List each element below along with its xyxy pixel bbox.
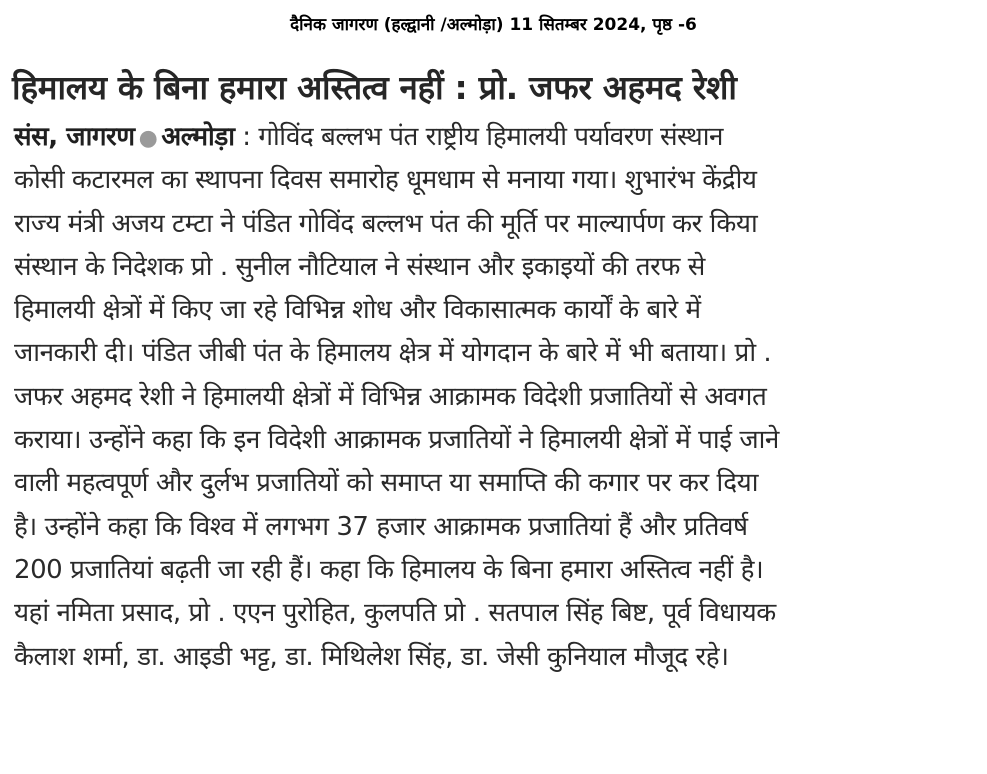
dateline-source: संस, जागरण — [14, 122, 135, 152]
article-line-6: जानकारी दी। पंडित जीबी पंत के हिमालय क्षेत्र में योगदान के बारे में भी बताया। प्रो . — [14, 338, 772, 369]
article-line-5: हिमालयी क्षेत्रों में किए जा रहे विभिन्न शोध और विकासात्मक कार्यों के बारे में — [14, 295, 701, 326]
news-clipping — [10, 66, 980, 770]
article-line-13: कैलाश शर्मा, डा. आइडी भट्ट, डा. मिथिलेश सिंह, डा. जेसी कुनियाल मौजूद रहे। — [14, 641, 729, 672]
dateline-place: अल्मोड़ा — [161, 122, 235, 152]
article-headline: हिमालय के बिना हमारा अस्तित्व नहीं : प्रो. जफर अहमद रेशी — [12, 68, 737, 107]
article-body — [10, 116, 980, 679]
article-line-12: यहां नमिता प्रसाद, प्रो . एएन पुरोहित, कुलपति प्रो . सतपाल सिंह बिष्ट, पूर्व विधायक — [14, 598, 776, 629]
newspaper-source-caption: दैनिक जागरण (हल्द्वानी /अल्मोड़ा) 11 सितम्बर 2024, पृष्ठ -6 — [290, 15, 697, 35]
article-line-8: कराया। उन्होंने कहा कि इन विदेशी आक्रामक प्रजातियों ने हिमालयी क्षेत्रों में पाई जाने — [14, 425, 779, 456]
article-line-2: कोसी कटारमल का स्थापना दिवस समारोह धूमधाम से मनाया गया। शुभारंभ केंद्रीय — [14, 165, 757, 196]
article-line-1-text: : गोविंद बल्लभ पंत राष्ट्रीय हिमालयी पर्यावरण संस्थान — [234, 122, 723, 152]
article-line-4: संस्थान के निदेशक प्रो . सुनील नौटियाल ने संस्थान और इकाइयों की तरफ से — [14, 251, 705, 282]
article-line-3: राज्य मंत्री अजय टम्टा ने पंडित गोविंद बल्लभ पंत की मूर्ति पर माल्यार्पण कर किया — [14, 208, 758, 239]
dateline-bullet: ● — [138, 126, 158, 151]
article-line-11: 200 प्रजातियां बढ़ती जा रही हैं। कहा कि हिमालय के बिना हमारा अस्तित्व नहीं है। — [14, 554, 764, 585]
article-line-9: वाली महत्वपूर्ण और दुर्लभ प्रजातियों को समाप्त या समाप्ति की कगार पर कर दिया — [14, 468, 758, 499]
article-line-7: जफर अहमद रेशी ने हिमालयी क्षेत्रों में विभिन्न आक्रामक विदेशी प्रजातियों से अवगत — [14, 381, 767, 412]
article-line-10: है। उन्होंने कहा कि विश्व में लगभग 37 हजार आक्रामक प्रजातियां हैं और प्रतिवर्ष — [14, 511, 748, 542]
article-line-1 — [10, 116, 980, 159]
